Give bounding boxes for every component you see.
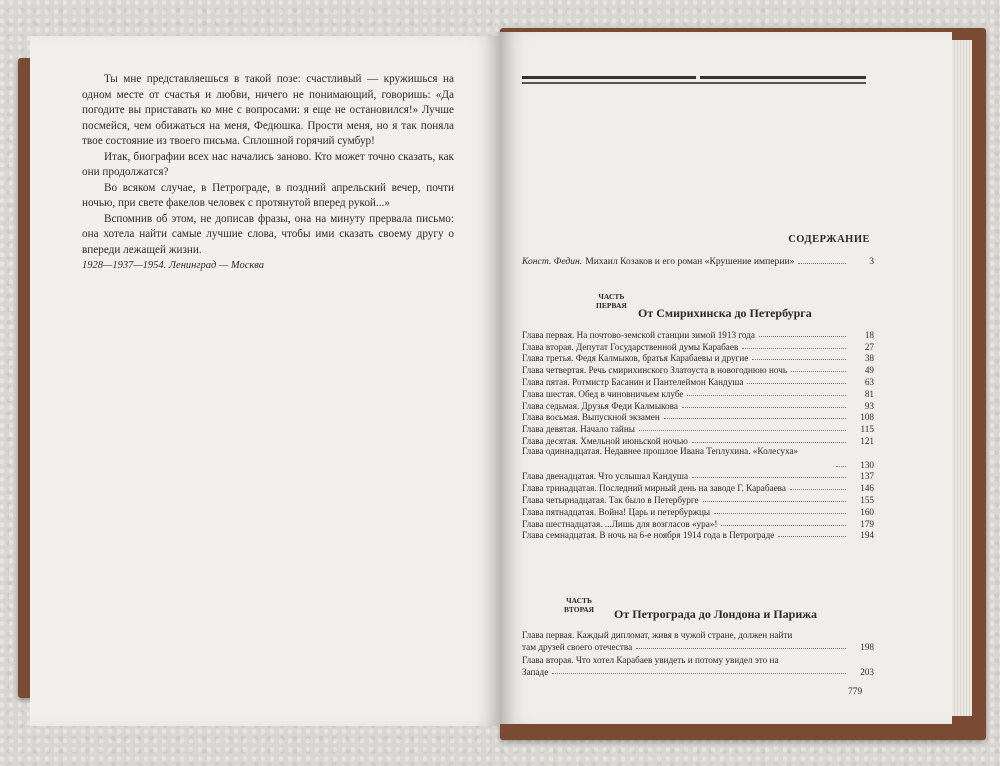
part1-chapter-list xyxy=(522,328,874,540)
chapter-title: Глава вторая. Депутат Государственной думы Карабаев xyxy=(522,341,739,352)
toc-chapter-row xyxy=(522,434,874,446)
letter-paragraph: Ты мне представляешься в такой позе: счастливый — кружишься на одном месте от счастья и любви, ничего не понимающий, говоришь: «Да погодите вы приставать ко мне с вопросами: я еще не остановился!» Лучше посмейся, чем обижаться на меня, Федюшка. Прости меня, но я так поняла твое состояние из твоего письма. Сплошной горячий сумбур! xyxy=(82,73,454,147)
chapter-title: Глава семнадцатая. В ночь на 6-е ноября 1914 года в Петрограде xyxy=(522,530,775,541)
chapter-title-line2-row xyxy=(522,640,874,652)
decorative-rule xyxy=(700,76,866,79)
decorative-rule xyxy=(522,82,866,84)
dot-leader xyxy=(636,648,846,649)
intro-page: 3 xyxy=(869,256,874,267)
letter-paragraph: Итак, биографии всех нас начались заново. Кто может точно сказать, как они продолжатся? xyxy=(82,150,454,178)
chapter-title: Глава четырнадцатая. Так было в Петербурге xyxy=(522,494,699,505)
chapter-page: 203 xyxy=(860,667,874,678)
chapter-page: 81 xyxy=(864,388,874,399)
chapter-page: 198 xyxy=(860,641,874,652)
toc-chapter-row xyxy=(522,352,874,364)
chapter-page: 115 xyxy=(860,424,874,435)
chapter-page: 49 xyxy=(864,365,874,376)
chapter-title: Глава четвертая. Речь смирихинского Златоуста в новогоднюю ночь xyxy=(522,365,788,376)
chapter-title: Глава тринадцатая. Последний мирный день на заводе Г. Карабаева xyxy=(522,483,786,494)
dot-leader xyxy=(759,336,846,337)
toc-chapter-row xyxy=(522,399,874,411)
chapter-page: 179 xyxy=(860,518,874,529)
dot-leader xyxy=(721,525,846,526)
dot-leader xyxy=(778,536,846,537)
dot-leader xyxy=(687,395,846,396)
chapter-page: 121 xyxy=(860,435,874,446)
toc-chapter-row xyxy=(522,411,874,423)
toc-chapter-row xyxy=(522,470,874,482)
part2-label-bottom: ВТОРАЯ xyxy=(564,605,595,614)
toc-title: СОДЕРЖАНИЕ xyxy=(788,234,870,245)
chapter-title: Глава третья. Федя Калмыков, братья Карабаевы и другие xyxy=(522,353,749,364)
chapter-title: Глава одиннадцатая. Недавнее прошлое Ивана Теплухина. «Колесуха» xyxy=(522,445,799,456)
intro-title: Михаил Козаков и его роман «Крушение империи» xyxy=(585,256,795,267)
toc-intro-row xyxy=(522,256,874,267)
chapter-title-line1: Глава вторая. Что хотел Карабаев увидеть и потому увидел это на xyxy=(522,655,779,666)
toc-chapter-row xyxy=(522,375,874,387)
chapter-title: Глава пятнадцатая. Война! Царь и петербуржцы xyxy=(522,506,711,517)
chapter-page: 146 xyxy=(860,483,874,494)
dot-leader xyxy=(742,348,846,349)
toc-chapter-row xyxy=(522,505,874,517)
dot-leader xyxy=(836,466,846,467)
dot-leader xyxy=(752,359,846,360)
dot-leader xyxy=(552,673,846,674)
dot-leader xyxy=(747,383,846,384)
chapter-title: Глава пятая. Ротмистр Басанин и Пантелеймон Кандуша xyxy=(522,376,744,387)
chapter-page: 194 xyxy=(860,530,874,541)
part2-label xyxy=(564,596,594,614)
part2-chapter-list xyxy=(522,628,874,679)
dot-leader xyxy=(798,256,846,264)
chapter-title: Глава шестнадцатая. ...Лишь для возгласов «ура»! xyxy=(522,518,718,529)
toc-chapter-row xyxy=(522,529,874,541)
decorative-rule xyxy=(522,76,696,79)
intro-author: Конст. Федин. xyxy=(522,256,583,267)
chapter-title: Глава десятая. Хмельной июньской ночью xyxy=(522,435,688,446)
chapter-title: Глава седьмая. Друзья Феди Калмыкова xyxy=(522,400,678,411)
chapter-title-line2-row xyxy=(522,665,874,677)
part1-title: От Смирихинска до Петербурга xyxy=(638,306,812,320)
letter-paragraph: Во всяком случае, в Петрограде, в поздний апрельский вечер, почти ночью, при свете факелов человек с протянутой вперед рукой...» xyxy=(82,181,454,209)
toc-chapter-row xyxy=(522,654,874,678)
chapter-page: 108 xyxy=(860,412,874,423)
chapter-page: 18 xyxy=(864,329,874,340)
letter-text xyxy=(82,72,454,258)
toc-chapter-row xyxy=(522,493,874,505)
chapter-title-line2: Западе xyxy=(522,667,549,678)
letter-paragraph: Вспомнив об этом, не дописав фразы, она на минуту прервала письмо: она хотела найти самые лучшие слова, чтобы ими сказать своему другу о впереди лежащей жизни. xyxy=(82,212,454,256)
toc-chapter-row xyxy=(522,481,874,493)
page-edges xyxy=(952,40,972,716)
chapter-title: Глава восьмая. Выпускной экзамен xyxy=(522,412,660,423)
toc-chapter-row xyxy=(522,517,874,529)
toc-chapter-row xyxy=(522,628,874,652)
toc-chapter-row xyxy=(522,328,874,340)
dateline: 1928—1937—1954. Ленинград — Москва xyxy=(82,260,265,271)
chapter-page: 63 xyxy=(864,376,874,387)
toc-chapter-row xyxy=(522,422,874,434)
chapter-title: Глава девятая. Начало тайны xyxy=(522,424,635,435)
chapter-page: 130 xyxy=(860,459,874,470)
chapter-page: 160 xyxy=(860,506,874,517)
dot-leader xyxy=(790,489,846,490)
part1-label-bottom: ПЕРВАЯ xyxy=(596,301,627,310)
dot-leader xyxy=(639,430,846,431)
toc-chapter-row xyxy=(522,387,874,399)
chapter-page: 137 xyxy=(860,471,874,482)
part2-label-top: ЧАСТЬ xyxy=(566,596,593,605)
dot-leader xyxy=(703,501,846,502)
dot-leader xyxy=(692,477,846,478)
part1-label xyxy=(596,292,627,310)
toc-chapter-row xyxy=(522,363,874,375)
dot-leader xyxy=(682,407,846,408)
chapter-page: 38 xyxy=(864,353,874,364)
dot-leader xyxy=(692,442,846,443)
chapter-title-line2: там друзей своего отечества xyxy=(522,641,633,652)
chapter-title: Глава шестая. Обед в чиновничьем клубе xyxy=(522,388,684,399)
page-number: 779 xyxy=(848,687,863,697)
chapter-title-line1: Глава первая. Каждый дипломат, живя в чужой стране, должен найти xyxy=(522,629,793,640)
dot-leader xyxy=(714,513,846,514)
dot-leader xyxy=(791,371,846,372)
toc-chapter-row xyxy=(522,446,874,470)
chapter-title: Глава двенадцатая. Что услышал Кандуша xyxy=(522,471,689,482)
part1-label-top: ЧАСТЬ xyxy=(598,292,625,301)
part2-title: От Петрограда до Лондона и Парижа xyxy=(614,607,817,621)
chapter-page: 93 xyxy=(864,400,874,411)
dot-leader xyxy=(664,418,846,419)
chapter-title: Глава первая. На почтово-земской станции зимой 1913 года xyxy=(522,329,756,340)
toc-chapter-row xyxy=(522,340,874,352)
chapter-page: 27 xyxy=(864,341,874,352)
chapter-page: 155 xyxy=(860,494,874,505)
